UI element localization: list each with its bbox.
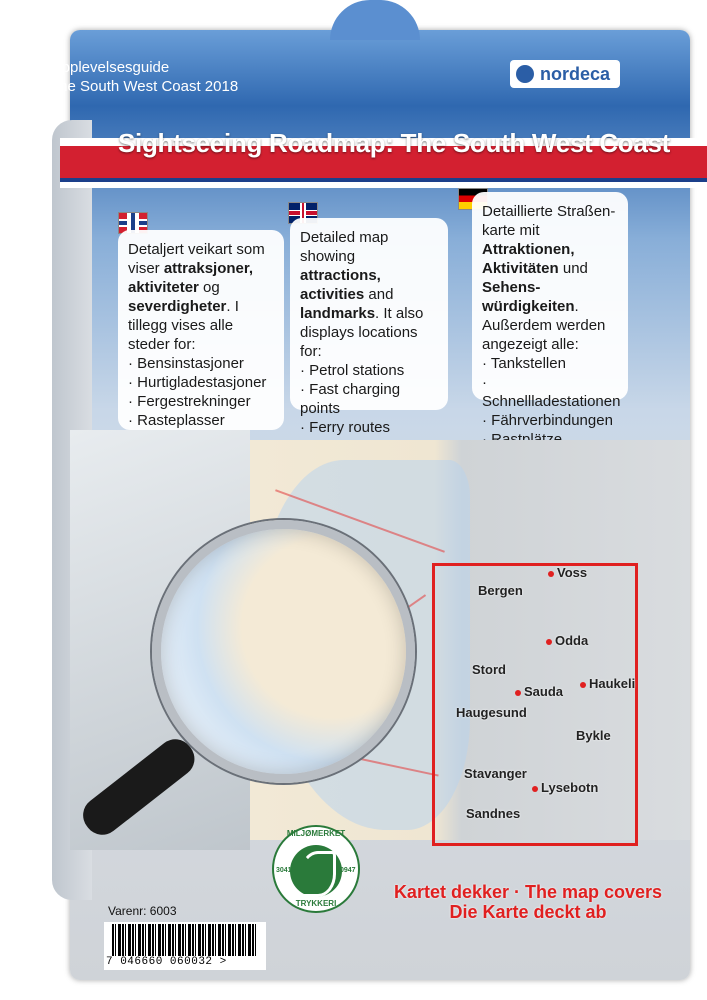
city-label: Odda — [546, 633, 588, 648]
city-label: Bergen — [478, 583, 523, 598]
list-item: · Fergestrekninger — [128, 392, 274, 411]
info-box-english — [290, 218, 448, 436]
barcode-bars — [112, 924, 258, 956]
guide-line-2: The South West Coast 2018 — [50, 78, 239, 95]
city-label: Stavanger — [464, 766, 527, 781]
barcode-digits: 7 046660 060032 > — [106, 956, 227, 968]
product-number: Varenr: 6003 — [108, 904, 177, 918]
ecolabel-left-number: 3041 — [276, 867, 292, 874]
city-label: Sauda — [515, 684, 563, 699]
intro-german: Detaillierte Straßen-karte mit Attraktionen, Aktivitäten und Sehens-würdigkeiten. Außerdem werden angezeigt alle: — [482, 203, 616, 353]
swan-ecolabel — [272, 825, 360, 913]
brand-name: nordeca — [540, 63, 611, 84]
ecolabel-bottom-text: TRYKKERI — [295, 899, 337, 908]
city-label: Haukeli — [580, 676, 635, 691]
list-item: · Fast charging points — [300, 380, 438, 418]
guide-line-1: Opplevelsesguide — [50, 59, 170, 76]
nordeca-logo-icon — [516, 65, 534, 83]
guide-title — [50, 58, 238, 96]
hang-tab — [330, 0, 420, 40]
list-item: · Hurtigladestasjoner — [128, 373, 274, 392]
coverage-caption-line-2: Die Karte deckt ab — [449, 902, 607, 922]
coverage-caption-line-1: Kartet dekker · The map covers — [393, 882, 663, 902]
list-item: · Petrol stations — [300, 361, 438, 380]
list-item: · Tankstellen — [482, 354, 618, 373]
banner-title: Sightseeing Roadmap: The South West Coast — [118, 128, 671, 158]
info-box-german — [472, 192, 628, 429]
list-item: · Ferry routes — [300, 418, 438, 437]
city-label: Lysebotn — [532, 780, 598, 795]
magnifier-lens — [152, 520, 415, 783]
list-item: · Bensinstasjoner — [128, 354, 274, 373]
intro-norwegian: Detaljert veikart som viser attraksjoner, aktiviteter og severdigheter. I tillegg vises alle steder for: — [128, 241, 265, 353]
swan-swirl-icon — [300, 851, 336, 897]
nordeca-logo — [510, 60, 620, 88]
ecolabel-top-text: MILJØMERKET — [286, 829, 346, 838]
city-label: Bykle — [576, 728, 611, 743]
city-label: Voss — [548, 565, 587, 580]
city-label: Sandnes — [466, 806, 521, 821]
list-item: · Schnellladestationen — [482, 373, 618, 411]
coverage-caption — [378, 882, 678, 922]
city-label: Haugesund — [456, 705, 527, 720]
list-item: · Rasteplasser — [128, 411, 274, 430]
city-label: Stord — [472, 662, 506, 677]
barcode — [104, 922, 266, 970]
intro-english: Detailed map showing attractions, activities and landmarks. It also displays locations for: — [300, 229, 424, 360]
info-box-norwegian — [118, 230, 284, 430]
list-item: · Fährverbindungen — [482, 411, 618, 430]
ecolabel-right-number: 0947 — [340, 867, 356, 874]
